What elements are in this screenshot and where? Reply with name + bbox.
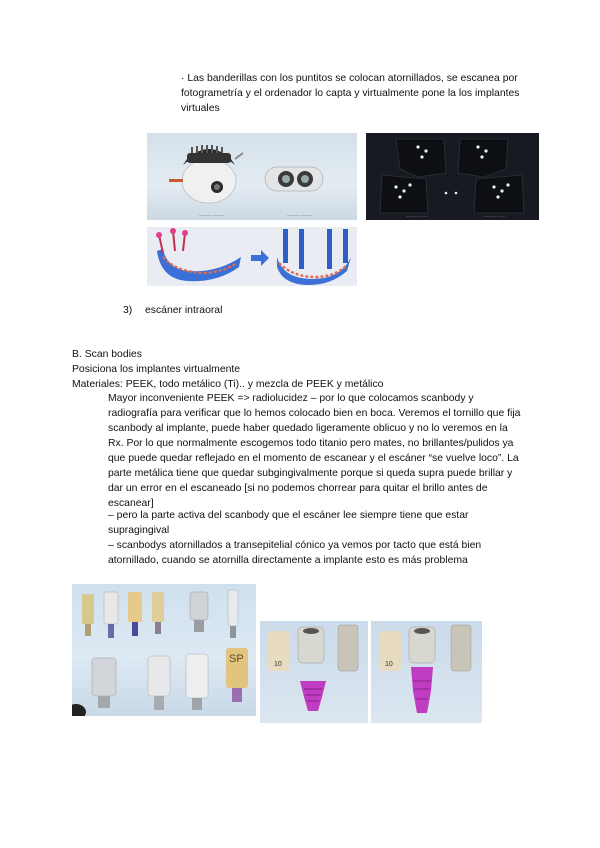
photogrammetry-description: · Las banderillas con los puntitos se colocan atornillados, se escanea por fotogrametría y el ordenador lo capta y virtualmente pone la los implantes virtuales — [181, 73, 520, 114]
scanbody-peek-photo-2 — [371, 621, 482, 723]
scanbody-types-photo — [72, 584, 256, 716]
scanbody-10-label-a: 10 — [274, 661, 282, 668]
materials-line: Materiales: PEEK, todo metálico (Ti).. y mezcla de PEEK y metálico — [72, 379, 384, 390]
section-subtitle: Posiciona los implantes virtualmente — [72, 364, 241, 375]
list-item-intraoral-scanner: escáner intraoral — [145, 305, 223, 316]
scanflag-markers-photo: ——— —— ——— —— — [366, 133, 539, 220]
peek-drawback-paragraph: Mayor inconveniente PEEK => radiolucidez – por lo que colocamos scanbody y radiografía para verificar que lo hemos colocado bien en boca. Veremos el tornillo que fija scanbody al implante, puede haber quedado ligeramente oblicuo y no lo veremos en la Rx. Por lo que normalmente escogemos todo titanio pero mates, no brillantes/pulidos ya que puede quedar reflejado en el momento de escanear y el escáner “se vuelve loco”. La parte metálica tiene que quedar subgingivalmente porque si queda supra puede brillar y dar un error en el escaneado [si no podemos chorrear para quitar el brillo antes de escanear] — [108, 393, 521, 509]
active-part-paragraph: – pero la parte activa del scanbody que el escáner lee siempre tiene que estar supragingival — [108, 510, 469, 536]
screwed-scanbody-paragraph: – scanbodys atornillados a transepitelial cónico ya vemos por tacto que está bien atornillado, cuando se atornilla directamente a implante esto es más problema — [108, 540, 482, 566]
scanbody-10-label-b: 10 — [385, 661, 393, 668]
section-heading: B. Scan bodies — [72, 349, 142, 360]
scanbody-sp-label: SP — [229, 653, 244, 665]
scanbody-peek-photo-1 — [260, 621, 368, 723]
photogrammetry-device-photo: ——— ——— ——— ——— — [147, 133, 357, 220]
list-item-number: 3) — [123, 305, 133, 316]
virtual-implants-render — [147, 227, 357, 286]
